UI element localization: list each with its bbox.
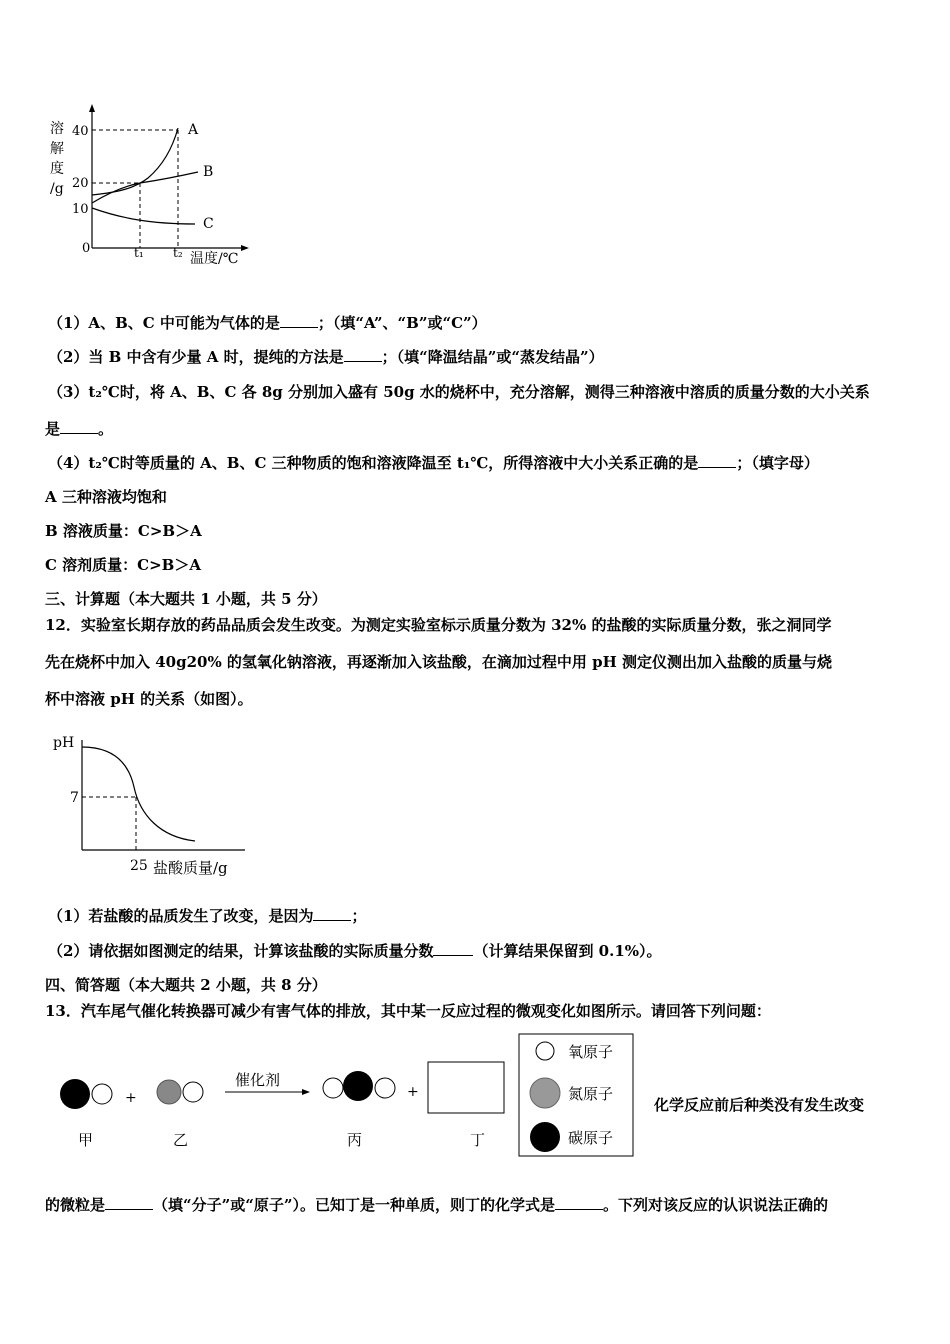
legend-carbon: 碳原子 <box>568 1129 614 1147</box>
y-label-char-4: /g <box>50 181 64 197</box>
q11-part1 <box>48 312 487 333</box>
q12-line3: 杯中溶液 pH 的关系（如图）。 <box>45 690 253 708</box>
x-tick-t2: t₂ <box>173 246 183 260</box>
oxygen-atom-icon <box>536 1042 554 1060</box>
oxygen-atom-icon <box>375 1078 395 1098</box>
q11-part3-line1: （3）t₂℃时，将 A、B、C 各 8g 分别加入盛有 50g 水的烧杯中，充分溶解，测得三种溶液中溶质的质量分数的大小关系 <box>48 383 870 401</box>
carbon-atom-icon <box>530 1122 560 1152</box>
x-tick-25: 25 <box>130 858 148 874</box>
answer-blank[interactable] <box>280 313 318 328</box>
answer-blank[interactable] <box>105 1195 153 1210</box>
x-axis-label: 盐酸质量/g <box>153 859 228 877</box>
curve-b <box>92 172 198 203</box>
label-jia: 甲 <box>78 1131 94 1149</box>
q12-part1-tail: ； <box>351 907 367 925</box>
oxygen-atom-icon <box>323 1078 343 1098</box>
unknown-product-box <box>428 1062 504 1113</box>
oxygen-atom-icon <box>92 1084 112 1104</box>
y-tick-20: 20 <box>72 176 89 191</box>
ph-curve <box>82 747 195 841</box>
answer-blank[interactable] <box>698 453 736 468</box>
carbon-atom-icon <box>343 1071 373 1101</box>
q13-line1: 13．汽车尾气催化转换器可减少有害气体的排放，其中某一反应过程的微观变化如图所示。请回答下列问题： <box>45 1002 771 1020</box>
q13-line2-text-b: （填“分子”或“原子”）。已知丁是一种单质，则丁的化学式是 <box>153 1196 556 1214</box>
y-tick-0: 0 <box>82 241 91 256</box>
ph-axis-label: pH <box>53 735 75 751</box>
q12-line2: 先在烧杯中加入 40g20% 的氢氧化钠溶液，再逐渐加入该盐酸，在滴加过程中用 pH 测定仪测出加入盐酸的质量与烧 <box>45 653 833 671</box>
q12-part1 <box>48 905 366 926</box>
label-ding: 丁 <box>470 1131 486 1149</box>
q11-part4 <box>48 452 819 473</box>
q11-option-a: A 三种溶液均饱和 <box>45 488 167 506</box>
q11-option-b: B 溶液质量：C>B＞A <box>45 522 202 540</box>
q13-line2-text-c: 。下列对该反应的认识说法正确的 <box>603 1196 829 1214</box>
y-tick-40: 40 <box>72 124 89 139</box>
q12-part2-tail: （计算结果保留到 0.1%）。 <box>473 942 662 960</box>
q11-part2-text: （2）当 B 中含有少量 A 时，提纯的方法是 <box>48 348 344 366</box>
q12-part2 <box>48 940 662 961</box>
plus-sign: + <box>125 1090 137 1106</box>
curve-label-c: C <box>203 216 214 232</box>
section4-title: 四、简答题（本大题共 2 小题，共 8 分） <box>45 976 327 994</box>
q13-line2 <box>45 1194 828 1215</box>
oxygen-atom-icon <box>183 1082 203 1102</box>
y-tick-10: 10 <box>72 202 89 217</box>
curve-label-b: B <box>203 164 214 180</box>
y-label-char-2: 解 <box>50 141 64 157</box>
nitrogen-atom-icon <box>157 1080 181 1104</box>
label-bing: 丙 <box>347 1131 363 1149</box>
q12-line1: 12．实验室长期存放的药品品质会发生改变。为测定实验室标示质量分数为 32% 的盐酸的实际质量分数，张之洞同学 <box>45 616 832 634</box>
q13-side-text: 化学反应前后种类没有发生改变 <box>654 1096 865 1114</box>
reaction-diagram <box>45 1030 645 1165</box>
q12-part2-text: （2）请依据如图测定的结果，计算该盐酸的实际质量分数 <box>48 942 434 960</box>
answer-blank[interactable] <box>344 347 382 362</box>
plus-sign: + <box>407 1084 419 1100</box>
label-yi: 乙 <box>173 1131 189 1149</box>
q11-part3-tail: 。 <box>98 420 114 438</box>
carbon-atom-icon <box>60 1079 90 1109</box>
curve-a <box>92 128 178 195</box>
ph-tick-7: 7 <box>70 790 79 806</box>
ph-chart <box>50 725 260 885</box>
legend-oxygen: 氧原子 <box>568 1043 614 1061</box>
q11-part1-text: （1）A、B、C 中可能为气体的是 <box>48 314 280 332</box>
q11-part2 <box>48 346 604 367</box>
section3-title: 三、计算题（本大题共 1 小题，共 5 分） <box>45 590 327 608</box>
answer-blank[interactable] <box>433 941 473 956</box>
q11-part3-text: 是 <box>45 420 61 438</box>
answer-blank[interactable] <box>313 906 351 921</box>
q11-option-c: C 溶剂质量：C>B＞A <box>45 556 201 574</box>
solubility-chart <box>40 100 270 270</box>
q11-part1-tail: ；（填“A”、“B”或“C”） <box>317 314 487 332</box>
catalyst-label: 催化剂 <box>235 1071 281 1089</box>
q12-part1-text: （1）若盐酸的品质发生了改变，是因为 <box>48 907 314 925</box>
nitrogen-atom-icon <box>530 1078 560 1108</box>
y-label-char-1: 溶 <box>50 121 64 137</box>
curve-label-a: A <box>188 122 199 138</box>
legend-nitrogen: 氮原子 <box>568 1085 614 1103</box>
x-tick-t1: t₁ <box>134 246 144 260</box>
answer-blank[interactable] <box>555 1195 603 1210</box>
q13-line2-text-a: 的微粒是 <box>45 1196 106 1214</box>
y-label-char-3: 度 <box>50 161 64 177</box>
answer-blank[interactable] <box>60 419 98 434</box>
x-axis-label: 温度/℃ <box>190 251 239 267</box>
q11-part4-text: （4）t₂℃时等质量的 A、B、C 三种物质的饱和溶液降温至 t₁℃，所得溶液中大小关系正确的是 <box>48 454 699 472</box>
curve-c <box>92 208 195 224</box>
q11-part2-tail: ；（填“降温结晶”或“蒸发结晶”） <box>381 348 604 366</box>
q11-part4-tail: ；（填字母） <box>736 454 819 472</box>
q11-part3-line2 <box>45 418 113 439</box>
